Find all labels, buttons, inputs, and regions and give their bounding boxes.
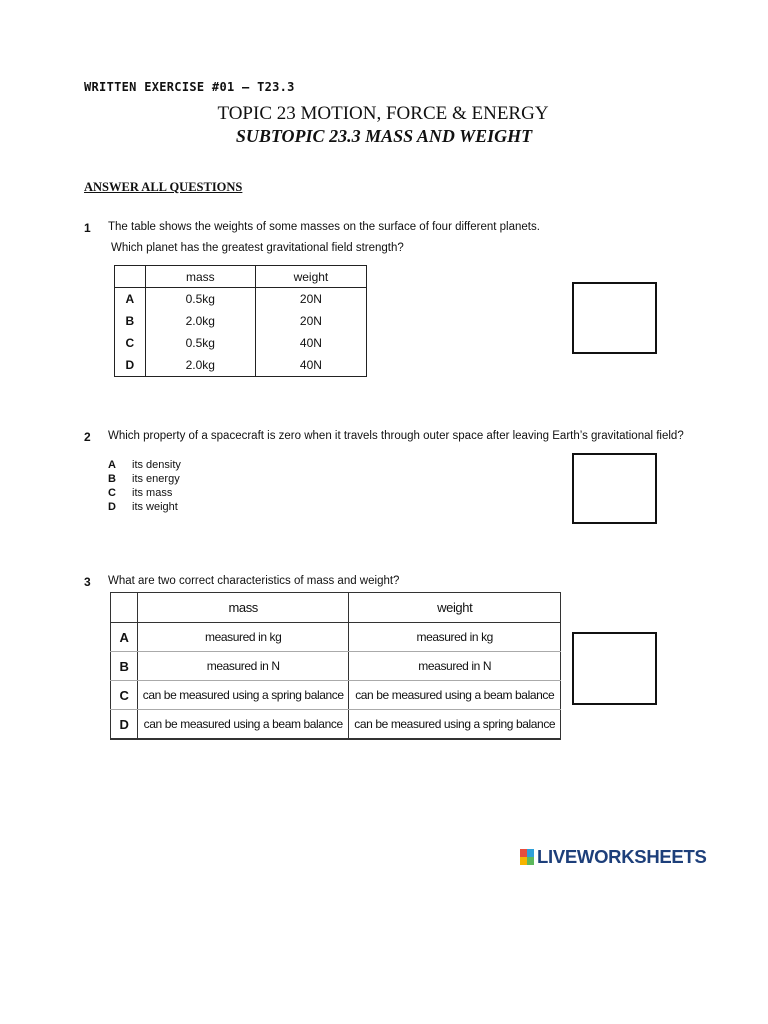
table-row (111, 623, 561, 652)
question-1-table (114, 265, 367, 377)
question-3-table (110, 592, 561, 740)
mass-cell: 2.0kg (145, 354, 255, 377)
mass-cell: 0.5kg (145, 332, 255, 354)
table-row (111, 710, 561, 740)
option-c: C its mass (108, 487, 173, 499)
question-2-answer-box[interactable] (572, 453, 657, 524)
row-label: D (115, 354, 146, 377)
liveworksheets-logo-icon (520, 849, 534, 865)
row-label: D (111, 710, 138, 740)
question-2-text: Which property of a spacecraft is zero when it travels through outer space after leaving Earth’s gravitational field? (108, 430, 684, 442)
weight-cell: 20N (255, 288, 366, 311)
question-1-text: The table shows the weights of some masses on the surface of four different planets. (108, 221, 540, 233)
question-2-options (108, 458, 181, 514)
table-row (115, 354, 367, 377)
table-header-blank (111, 593, 138, 623)
table-row (115, 288, 367, 311)
logo-text: LIVEWORKSHEETS (537, 846, 707, 867)
weight-cell: can be measured using a beam balance (349, 681, 561, 710)
mass-cell: 0.5kg (145, 288, 255, 311)
instructions: ANSWER ALL QUESTIONS (84, 180, 243, 194)
table-header-weight: weight (349, 593, 561, 623)
question-3-number: 3 (84, 575, 91, 589)
table-row (111, 681, 561, 710)
liveworksheets-logo (520, 846, 707, 868)
mass-cell: measured in kg (137, 623, 349, 652)
row-label: C (115, 332, 146, 354)
mass-cell: measured in N (137, 652, 349, 681)
weight-cell: 40N (255, 332, 366, 354)
row-label: A (111, 623, 138, 652)
table-header-mass: mass (145, 266, 255, 288)
table-row (111, 652, 561, 681)
table-header-blank (115, 266, 146, 288)
table-header-weight: weight (255, 266, 366, 288)
weight-cell: can be measured using a spring balance (349, 710, 561, 740)
page-title: TOPIC 23 MOTION, FORCE & ENERGY (217, 103, 549, 124)
mass-cell: 2.0kg (145, 310, 255, 332)
row-label: C (111, 681, 138, 710)
mass-cell: can be measured using a spring balance (137, 681, 349, 710)
row-label: A (115, 288, 146, 311)
weight-cell: 20N (255, 310, 366, 332)
question-1-number: 1 (84, 221, 91, 235)
page-subtitle: SUBTOPIC 23.3 MASS AND WEIGHT (235, 126, 533, 146)
row-label: B (115, 310, 146, 332)
question-1-subtext: Which planet has the greatest gravitational field strength? (111, 242, 404, 254)
mass-cell: can be measured using a beam balance (137, 710, 349, 740)
weight-cell: 40N (255, 354, 366, 377)
option-a: A its density (108, 459, 181, 471)
question-2-number: 2 (84, 430, 91, 444)
question-1-answer-box[interactable] (572, 282, 657, 354)
table-header-mass: mass (137, 593, 349, 623)
table-row (115, 310, 367, 332)
option-b: B its energy (108, 473, 180, 485)
weight-cell: measured in kg (349, 623, 561, 652)
table-row (115, 332, 367, 354)
question-3-text: What are two correct characteristics of mass and weight? (108, 575, 400, 587)
weight-cell: measured in N (349, 652, 561, 681)
option-d: D its weight (108, 501, 178, 513)
exercise-heading: WRITTEN EXERCISE #01 – T23.3 (84, 80, 295, 94)
row-label: B (111, 652, 138, 681)
question-3-answer-box[interactable] (572, 632, 657, 705)
